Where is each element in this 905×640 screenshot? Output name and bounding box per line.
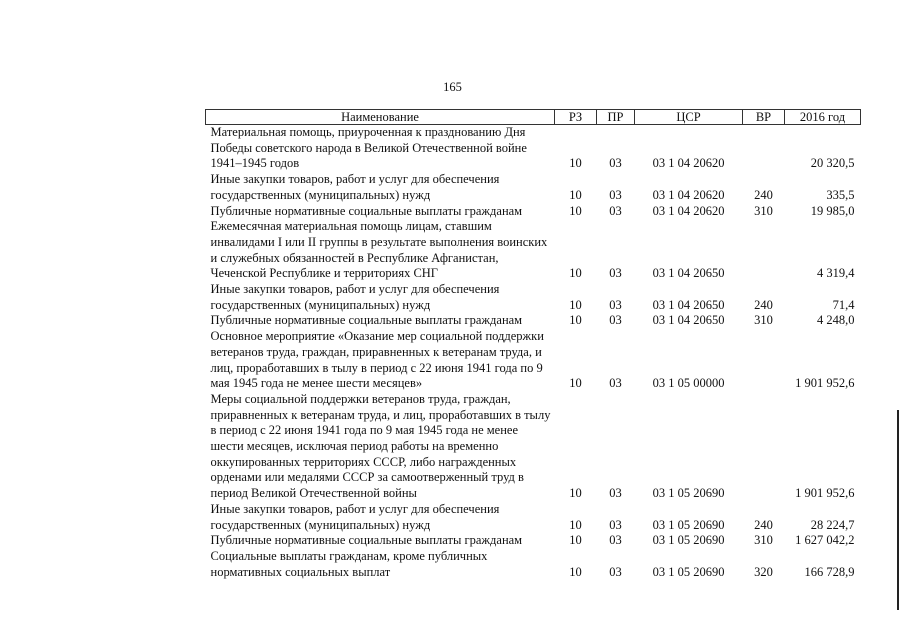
header-vr: ВР xyxy=(743,110,785,125)
row-vr: 310 xyxy=(754,203,773,218)
row-name: Основное мероприятие «Оказание мер социальной поддержки ветеранов труда, граждан, приравненных к ветеранам труда, и лиц, проработавших в тылу в период с 22 июня 1941 года по 9 мая 1945 года не менее шести месяцев» xyxy=(210,329,544,391)
table-header xyxy=(206,110,861,125)
row-csr: 03 1 05 20690 xyxy=(652,486,725,501)
row-name: Меры социальной поддержки ветеранов труда, граждан, приравненных к ветеранам труда, и лиц, проработавших в тылу в период с 22 июня 1941 года по 9 мая 1945 года не менее шести месяцев, исключая период работы на временно оккупированных территориях СССР, либо награжденных орденами или медалями СССР за самоотверженный труд в период Великой Отечественной войны xyxy=(210,391,551,501)
scan-edge-mark xyxy=(897,410,899,610)
row-name: Публичные нормативные социальные выплаты гражданам xyxy=(210,313,523,328)
row-amount: 1 901 952,6 xyxy=(795,486,855,501)
budget-table xyxy=(205,109,861,580)
row-name: Публичные нормативные социальные выплаты гражданам xyxy=(210,203,523,218)
row-amount: 20 320,5 xyxy=(810,156,855,171)
row-name: Публичные нормативные социальные выплаты гражданам xyxy=(210,533,523,548)
row-csr: 03 1 04 20620 xyxy=(652,156,725,171)
row-amount: 4 319,4 xyxy=(817,266,855,281)
header-pr: ПР xyxy=(597,110,635,125)
row-name: Иные закупки товаров, работ и услуг для обеспечения государственных (муниципальных) нужд xyxy=(210,172,500,202)
row-name: Иные закупки товаров, работ и услуг для обеспечения государственных (муниципальных) нужд xyxy=(210,501,500,532)
table-row xyxy=(206,204,861,220)
row-rz: 10 xyxy=(569,564,582,579)
header-rz: РЗ xyxy=(555,110,597,125)
table-row xyxy=(206,502,861,533)
row-vr xyxy=(743,329,785,392)
table-row xyxy=(206,329,861,392)
row-csr: 03 1 04 20620 xyxy=(652,203,725,218)
row-vr xyxy=(743,219,785,282)
row-pr: 03 xyxy=(609,533,622,548)
row-rz: 10 xyxy=(569,297,582,312)
row-vr xyxy=(743,125,785,173)
row-vr xyxy=(743,392,785,502)
row-pr: 03 xyxy=(609,297,622,312)
row-amount: 1 627 042,2 xyxy=(795,533,855,548)
row-rz: 10 xyxy=(569,266,582,281)
table-row xyxy=(206,549,861,580)
header-amount: 2016 год xyxy=(785,110,861,125)
row-amount: 4 248,0 xyxy=(817,313,855,328)
table-row xyxy=(206,313,861,329)
table-body xyxy=(206,125,861,581)
row-csr: 03 1 04 20650 xyxy=(652,297,725,312)
page-number: 165 xyxy=(443,80,462,94)
table-row xyxy=(206,282,861,313)
row-name: Материальная помощь, приуроченная к празднованию Дня Победы советского народа в Великой Отечественной войне 1941–1945 годов xyxy=(210,125,527,171)
row-vr: 310 xyxy=(754,533,773,548)
row-csr: 03 1 05 00000 xyxy=(652,376,725,391)
row-csr: 03 1 05 20690 xyxy=(652,533,725,548)
row-amount: 335,5 xyxy=(826,187,855,202)
row-vr: 240 xyxy=(754,517,773,532)
row-csr: 03 1 04 20620 xyxy=(652,187,725,202)
row-pr: 03 xyxy=(609,376,622,391)
row-amount: 166 728,9 xyxy=(804,564,855,579)
row-csr: 03 1 04 20650 xyxy=(652,266,725,281)
row-pr: 03 xyxy=(609,187,622,202)
header-name: Наименование xyxy=(206,110,555,125)
table-row xyxy=(206,533,861,549)
table-row xyxy=(206,172,861,203)
row-pr: 03 xyxy=(609,203,622,218)
row-rz: 10 xyxy=(569,156,582,171)
row-pr: 03 xyxy=(609,266,622,281)
row-vr: 240 xyxy=(754,297,773,312)
row-amount: 71,4 xyxy=(832,297,855,312)
row-amount: 1 901 952,6 xyxy=(795,376,855,391)
row-name: Социальные выплаты гражданам, кроме публичных нормативных социальных выплат xyxy=(210,548,488,579)
row-rz: 10 xyxy=(569,313,582,328)
row-csr: 03 1 05 20690 xyxy=(652,517,725,532)
row-rz: 10 xyxy=(569,517,582,532)
row-pr: 03 xyxy=(609,486,622,501)
row-name: Ежемесячная материальная помощь лицам, ставшим инвалидами I или II группы в результате выполнения воинских и служебных обязанностей в Республике Афганистан, Чеченской Республике и территориях СНГ xyxy=(210,219,548,281)
row-rz: 10 xyxy=(569,376,582,391)
table-row xyxy=(206,125,861,173)
row-csr: 03 1 04 20650 xyxy=(652,313,725,328)
row-rz: 10 xyxy=(569,203,582,218)
row-rz: 10 xyxy=(569,187,582,202)
row-vr: 310 xyxy=(754,313,773,328)
row-rz: 10 xyxy=(569,533,582,548)
row-pr: 03 xyxy=(609,517,622,532)
row-csr: 03 1 05 20690 xyxy=(652,564,725,579)
row-name: Иные закупки товаров, работ и услуг для обеспечения государственных (муниципальных) нужд xyxy=(210,282,500,312)
row-vr: 240 xyxy=(754,187,773,202)
row-vr: 320 xyxy=(754,564,773,579)
header-csr: ЦСР xyxy=(635,110,743,125)
row-rz: 10 xyxy=(569,486,582,501)
row-pr: 03 xyxy=(609,564,622,579)
table-row xyxy=(206,219,861,282)
row-pr: 03 xyxy=(609,313,622,328)
row-amount: 19 985,0 xyxy=(810,203,855,218)
row-amount: 28 224,7 xyxy=(810,517,855,532)
table-row xyxy=(206,392,861,502)
row-pr: 03 xyxy=(609,156,622,171)
